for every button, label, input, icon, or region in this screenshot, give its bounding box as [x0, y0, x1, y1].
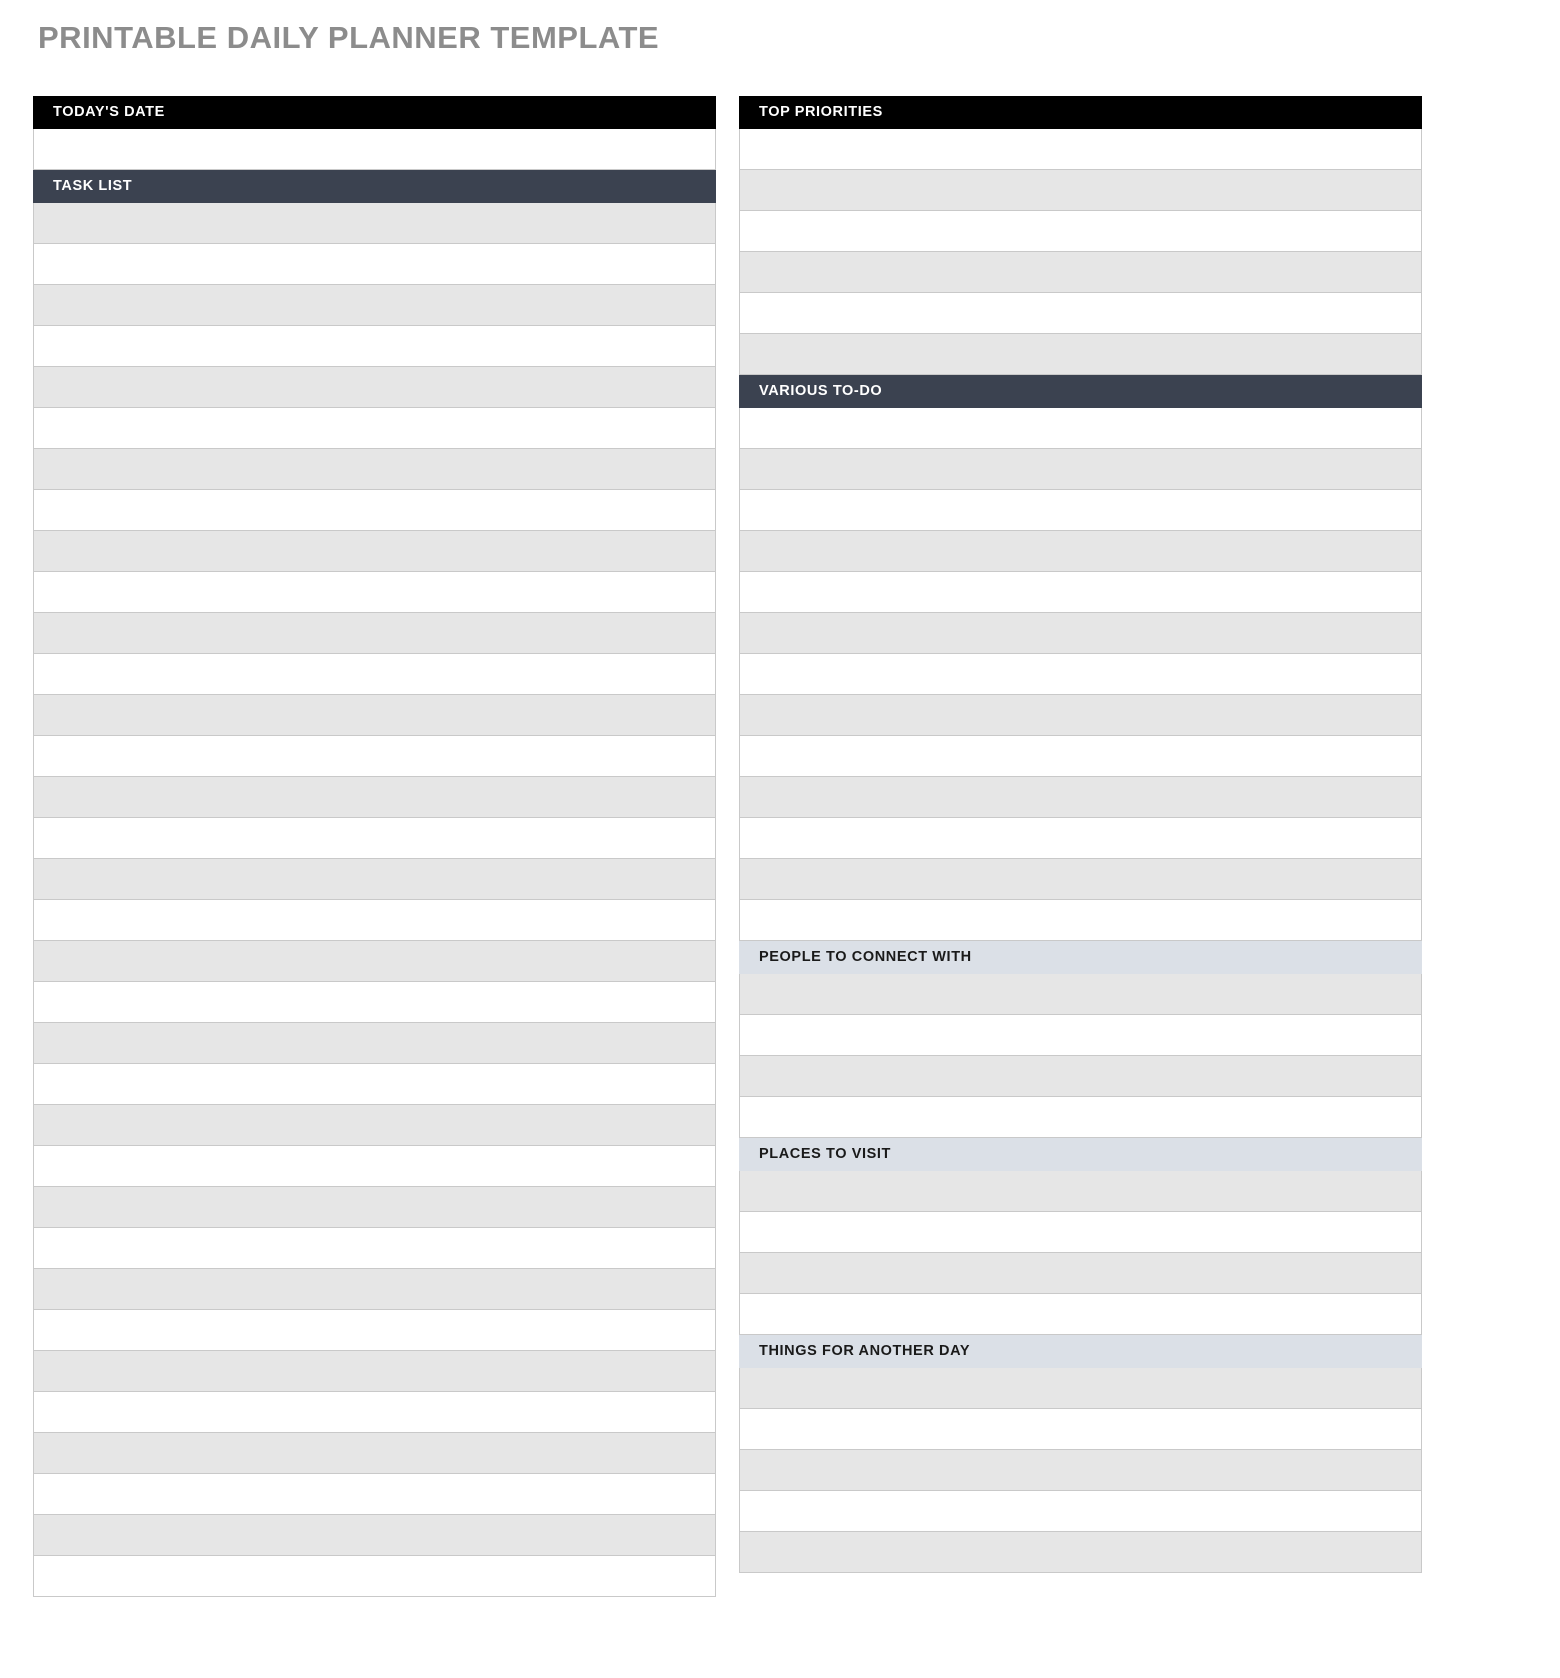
task-list-row[interactable]: [33, 408, 716, 449]
task-list-row[interactable]: [33, 818, 716, 859]
top-priorities-row[interactable]: [739, 211, 1422, 252]
section-things-for-another-day: [739, 1335, 1422, 1573]
task-list-row[interactable]: [33, 613, 716, 654]
page-title: PRINTABLE DAILY PLANNER TEMPLATE: [38, 20, 660, 55]
various-to-do-row[interactable]: [739, 736, 1422, 777]
task-list-row[interactable]: [33, 1187, 716, 1228]
various-to-do-row[interactable]: [739, 531, 1422, 572]
various-to-do-row[interactable]: [739, 449, 1422, 490]
section-people-to-connect-with: [739, 941, 1422, 1138]
various-to-do-header: VARIOUS TO-DO: [739, 375, 1422, 408]
places-to-visit-row[interactable]: [739, 1212, 1422, 1253]
task-list-row[interactable]: [33, 1515, 716, 1556]
places-to-visit-row[interactable]: [739, 1171, 1422, 1212]
places-to-visit-row[interactable]: [739, 1294, 1422, 1335]
task-list-row[interactable]: [33, 777, 716, 818]
task-list-row[interactable]: [33, 1023, 716, 1064]
things-for-another-day-row[interactable]: [739, 1368, 1422, 1409]
section-top-priorities: [739, 96, 1422, 375]
task-list-row[interactable]: [33, 572, 716, 613]
task-list-row[interactable]: [33, 1064, 716, 1105]
todays-date-header: TODAY'S DATE: [33, 96, 716, 129]
task-list-row[interactable]: [33, 326, 716, 367]
task-list-row[interactable]: [33, 859, 716, 900]
things-for-another-day-row[interactable]: [739, 1409, 1422, 1450]
people-to-connect-with-row[interactable]: [739, 974, 1422, 1015]
task-list-row[interactable]: [33, 490, 716, 531]
people-to-connect-with-row[interactable]: [739, 1056, 1422, 1097]
task-list-row[interactable]: [33, 1228, 716, 1269]
task-list-row[interactable]: [33, 1474, 716, 1515]
various-to-do-row[interactable]: [739, 654, 1422, 695]
task-list-row[interactable]: [33, 1146, 716, 1187]
task-list-row[interactable]: [33, 736, 716, 777]
things-for-another-day-row[interactable]: [739, 1532, 1422, 1573]
various-to-do-row[interactable]: [739, 613, 1422, 654]
task-list-row[interactable]: [33, 244, 716, 285]
task-list-row[interactable]: [33, 449, 716, 490]
various-to-do-row[interactable]: [739, 572, 1422, 613]
top-priorities-header: TOP PRIORITIES: [739, 96, 1422, 129]
task-list-row[interactable]: [33, 1105, 716, 1146]
various-to-do-row[interactable]: [739, 900, 1422, 941]
section-places-to-visit: [739, 1138, 1422, 1335]
task-list-row[interactable]: [33, 982, 716, 1023]
section-task-list: [33, 170, 716, 1597]
people-to-connect-with-row[interactable]: [739, 1015, 1422, 1056]
task-list-row[interactable]: [33, 285, 716, 326]
various-to-do-row[interactable]: [739, 490, 1422, 531]
task-list-row[interactable]: [33, 367, 716, 408]
section-various-to-do: [739, 375, 1422, 941]
task-list-row[interactable]: [33, 1556, 716, 1597]
things-for-another-day-row[interactable]: [739, 1450, 1422, 1491]
task-list-row[interactable]: [33, 941, 716, 982]
task-list-row[interactable]: [33, 203, 716, 244]
section-todays-date: [33, 96, 716, 170]
left-column: [33, 96, 716, 1597]
right-column: [739, 96, 1422, 1597]
various-to-do-row[interactable]: [739, 859, 1422, 900]
various-to-do-row[interactable]: [739, 695, 1422, 736]
todays-date-row[interactable]: [33, 129, 716, 170]
task-list-row[interactable]: [33, 695, 716, 736]
task-list-row[interactable]: [33, 900, 716, 941]
task-list-row[interactable]: [33, 1392, 716, 1433]
top-priorities-row[interactable]: [739, 129, 1422, 170]
people-to-connect-with-header: PEOPLE TO CONNECT WITH: [739, 941, 1422, 974]
various-to-do-row[interactable]: [739, 777, 1422, 818]
task-list-row[interactable]: [33, 654, 716, 695]
top-priorities-row[interactable]: [739, 334, 1422, 375]
task-list-row[interactable]: [33, 531, 716, 572]
task-list-row[interactable]: [33, 1269, 716, 1310]
things-for-another-day-row[interactable]: [739, 1491, 1422, 1532]
top-priorities-row[interactable]: [739, 293, 1422, 334]
top-priorities-row[interactable]: [739, 252, 1422, 293]
task-list-row[interactable]: [33, 1433, 716, 1474]
things-for-another-day-header: THINGS FOR ANOTHER DAY: [739, 1335, 1422, 1368]
planner-columns: [33, 96, 1528, 1597]
various-to-do-row[interactable]: [739, 408, 1422, 449]
task-list-row[interactable]: [33, 1310, 716, 1351]
people-to-connect-with-row[interactable]: [739, 1097, 1422, 1138]
places-to-visit-row[interactable]: [739, 1253, 1422, 1294]
task-list-header: TASK LIST: [33, 170, 716, 203]
task-list-row[interactable]: [33, 1351, 716, 1392]
various-to-do-row[interactable]: [739, 818, 1422, 859]
places-to-visit-header: PLACES TO VISIT: [739, 1138, 1422, 1171]
top-priorities-row[interactable]: [739, 170, 1422, 211]
